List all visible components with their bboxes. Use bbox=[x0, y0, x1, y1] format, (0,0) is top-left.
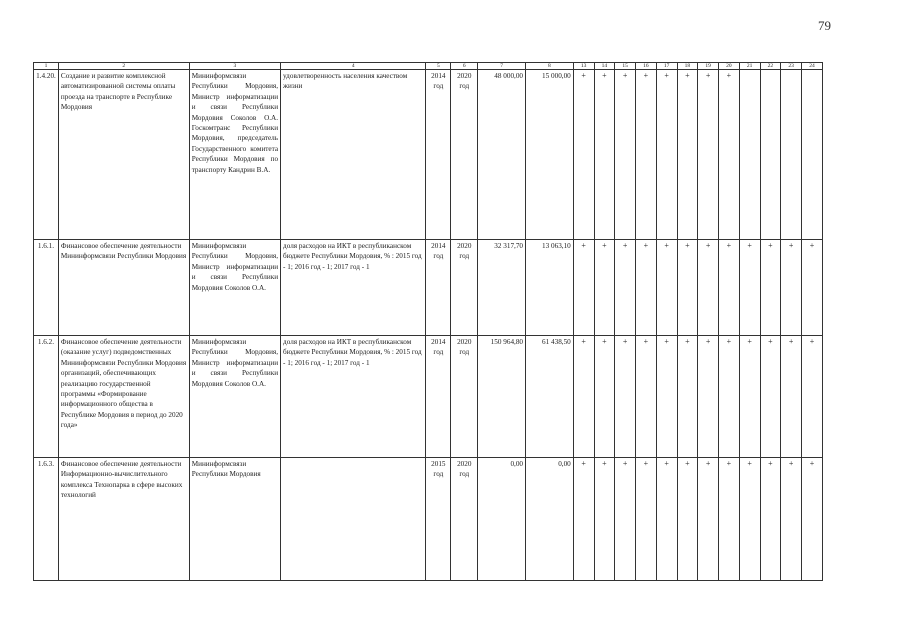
period-mark: + bbox=[760, 458, 781, 581]
period-mark: + bbox=[636, 70, 657, 240]
period-mark: + bbox=[656, 336, 677, 458]
period-mark: + bbox=[573, 70, 594, 240]
period-mark: + bbox=[636, 458, 657, 581]
period-mark: + bbox=[719, 458, 740, 581]
period-mark: + bbox=[781, 458, 802, 581]
period-mark: + bbox=[802, 240, 823, 336]
row-number: 1.4.20. bbox=[34, 70, 59, 240]
column-number: 22 bbox=[760, 63, 781, 70]
column-number: 3 bbox=[189, 63, 280, 70]
header-row bbox=[34, 63, 823, 70]
column-number: 4 bbox=[281, 63, 426, 70]
column-number: 8 bbox=[526, 63, 574, 70]
period-mark: + bbox=[739, 458, 760, 581]
column-number: 6 bbox=[451, 63, 478, 70]
amount-current: 13 063,10 bbox=[526, 240, 574, 336]
amount-current: 15 000,00 bbox=[526, 70, 574, 240]
column-number: 19 bbox=[698, 63, 719, 70]
period-mark: + bbox=[636, 240, 657, 336]
table-row bbox=[34, 240, 823, 336]
table-row bbox=[34, 336, 823, 458]
period-mark: + bbox=[719, 240, 740, 336]
column-number: 18 bbox=[677, 63, 698, 70]
row-number: 1.6.1. bbox=[34, 240, 59, 336]
row-number: 1.6.3. bbox=[34, 458, 59, 581]
column-number: 20 bbox=[719, 63, 740, 70]
period-mark: + bbox=[573, 240, 594, 336]
amount-total: 150 964,80 bbox=[478, 336, 526, 458]
event-name: Финансовое обеспечение деятельности Мининформсвязи Республики Мордовия bbox=[58, 240, 189, 336]
column-number: 17 bbox=[656, 63, 677, 70]
program-table bbox=[33, 62, 823, 581]
period-mark: + bbox=[739, 240, 760, 336]
end-year: 2020 год bbox=[451, 458, 478, 581]
period-mark bbox=[739, 70, 760, 240]
period-mark: + bbox=[594, 458, 615, 581]
period-mark: + bbox=[760, 336, 781, 458]
period-mark: + bbox=[573, 458, 594, 581]
period-mark: + bbox=[656, 240, 677, 336]
period-mark: + bbox=[615, 70, 636, 240]
event-name: Создание и развитие комплексной автоматизированной системы оплаты проезда на транспорте в Республике Мордовия bbox=[58, 70, 189, 240]
page-number: 79 bbox=[818, 18, 831, 33]
period-mark: + bbox=[698, 458, 719, 581]
period-mark: + bbox=[719, 336, 740, 458]
start-year: 2014 год bbox=[426, 70, 451, 240]
period-mark: + bbox=[781, 336, 802, 458]
event-name: Финансовое обеспечение деятельности (оказание услуг) подведомственных Мининформсвязи Республики Мордовия организаций, обеспечивающих реализацию государственной программы «Формирование информационного общества в Республике Мордовия в период до 2020 года» bbox=[58, 336, 189, 458]
column-number: 2 bbox=[58, 63, 189, 70]
period-mark: + bbox=[573, 336, 594, 458]
indicator: доля расходов на ИКТ в республиканском бюджете Республики Мордовия, % : 2015 год - 1; 2016 год - 1; 2017 год - 1 bbox=[281, 240, 426, 336]
period-mark: + bbox=[677, 336, 698, 458]
period-mark: + bbox=[677, 458, 698, 581]
period-mark: + bbox=[760, 240, 781, 336]
column-number: 24 bbox=[802, 63, 823, 70]
column-number: 14 bbox=[594, 63, 615, 70]
period-mark: + bbox=[802, 336, 823, 458]
column-number: 13 bbox=[573, 63, 594, 70]
period-mark: + bbox=[698, 240, 719, 336]
start-year: 2014 год bbox=[426, 336, 451, 458]
end-year: 2020 год bbox=[451, 70, 478, 240]
period-mark bbox=[760, 70, 781, 240]
period-mark: + bbox=[781, 240, 802, 336]
column-number: 7 bbox=[478, 63, 526, 70]
period-mark: + bbox=[615, 336, 636, 458]
column-number: 16 bbox=[636, 63, 657, 70]
table-row bbox=[34, 458, 823, 581]
column-number: 15 bbox=[615, 63, 636, 70]
amount-total: 32 317,70 bbox=[478, 240, 526, 336]
column-number: 5 bbox=[426, 63, 451, 70]
period-mark: + bbox=[594, 336, 615, 458]
column-number: 23 bbox=[781, 63, 802, 70]
period-mark: + bbox=[594, 70, 615, 240]
start-year: 2014 год bbox=[426, 240, 451, 336]
amount-current: 61 438,50 bbox=[526, 336, 574, 458]
period-mark: + bbox=[698, 336, 719, 458]
period-mark bbox=[802, 70, 823, 240]
period-mark: + bbox=[656, 458, 677, 581]
period-mark: + bbox=[698, 70, 719, 240]
period-mark bbox=[781, 70, 802, 240]
period-mark: + bbox=[636, 336, 657, 458]
amount-total: 0,00 bbox=[478, 458, 526, 581]
executor: Мининформсвязи Республики Мордовия, Министр информатизации и связи Республики Мордовия Соколов О.А. bbox=[189, 336, 280, 458]
row-number: 1.6.2. bbox=[34, 336, 59, 458]
event-name: Финансовое обеспечение деятельности Информационно-вычислительного комплекса Технопарка в сфере высоких технологий bbox=[58, 458, 189, 581]
amount-total: 48 000,00 bbox=[478, 70, 526, 240]
indicator bbox=[281, 458, 426, 581]
period-mark: + bbox=[615, 458, 636, 581]
end-year: 2020 год bbox=[451, 240, 478, 336]
period-mark: + bbox=[802, 458, 823, 581]
end-year: 2020 год bbox=[451, 336, 478, 458]
indicator: доля расходов на ИКТ в республиканском бюджете Республики Мордовия, % : 2015 год - 1; 2016 год - 1; 2017 год - 1 bbox=[281, 336, 426, 458]
period-mark: + bbox=[615, 240, 636, 336]
period-mark: + bbox=[677, 240, 698, 336]
period-mark: + bbox=[677, 70, 698, 240]
amount-current: 0,00 bbox=[526, 458, 574, 581]
period-mark: + bbox=[594, 240, 615, 336]
period-mark: + bbox=[739, 336, 760, 458]
column-number: 1 bbox=[34, 63, 59, 70]
column-number: 21 bbox=[739, 63, 760, 70]
indicator: удовлетворенность населения качеством жизни bbox=[281, 70, 426, 240]
period-mark: + bbox=[719, 70, 740, 240]
executor: Мининформсвязи Республики Мордовия, Министр информатизации и связи Республики Мордовия Соколов О.А. bbox=[189, 240, 280, 336]
start-year: 2015 год bbox=[426, 458, 451, 581]
table-row bbox=[34, 70, 823, 240]
period-mark: + bbox=[656, 70, 677, 240]
executor: Мининформсвязи Республики Мордовия bbox=[189, 458, 280, 581]
executor: Мининформсвязи Республики Мордовия, Министр информатизации и связи Республики Мордовия Соколов О.А. Госкомтранс Республики Мордовия, председатель Государственного комитета Республики Мордовия по транспорту Кандрин В.А. bbox=[189, 70, 280, 240]
